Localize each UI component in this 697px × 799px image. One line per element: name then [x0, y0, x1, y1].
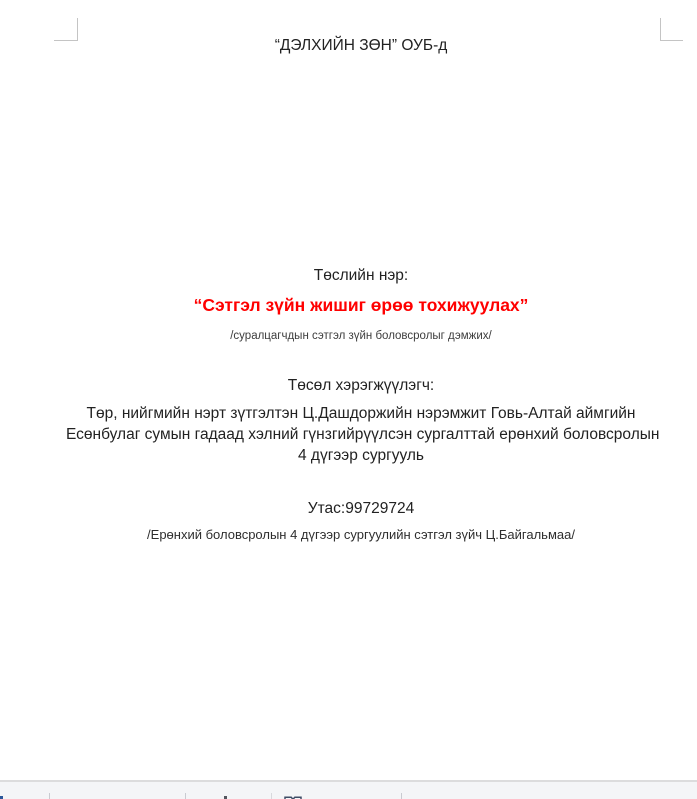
project-subtitle: /суралцагчдын сэтгэл зүйн боловсролыг дэмжих/ — [230, 330, 492, 342]
status-separator — [401, 793, 402, 799]
status-bar — [0, 780, 697, 799]
margin-crop-mark-top-right — [660, 40, 683, 41]
implementer-label: Төсөл хэрэгжүүлэгч: — [287, 377, 435, 394]
document-header: “ДЭЛХИЙН ЗӨН” ОУБ-д — [274, 37, 448, 54]
status-separator — [185, 793, 186, 799]
credit-line: /Ерөнхий боловсролын 4 дүгээр сургуулийн сэтгэл зүйч Ц.Байгальмаа/ — [147, 527, 575, 542]
margin-crop-mark-top-right — [660, 18, 661, 41]
open-book-icon[interactable] — [284, 793, 302, 799]
project-title: “Сэтгэл зүйн жишиг өрөө тохижуулах” — [193, 295, 529, 315]
status-separator — [271, 793, 272, 799]
phone-line: Утас:99729724 — [307, 500, 415, 517]
implementer-paragraph — [66, 403, 660, 466]
status-separator — [49, 793, 50, 799]
implementer-line-3: 4 дүгээр сургууль — [298, 447, 424, 464]
implementer-line-2: Есөнбулаг сумын гадаад хэлний гүнзгийрүүлсэн сургалттай ерөнхий боловсролын — [66, 426, 660, 443]
implementer-line-1: Төр, нийгмийн нэрт зүтгэлтэн Ц.Дашдоржийн нэрэмжит Говь-Алтай аймгийн — [86, 405, 636, 422]
project-name-label: Төслийн нэр: — [313, 267, 409, 284]
